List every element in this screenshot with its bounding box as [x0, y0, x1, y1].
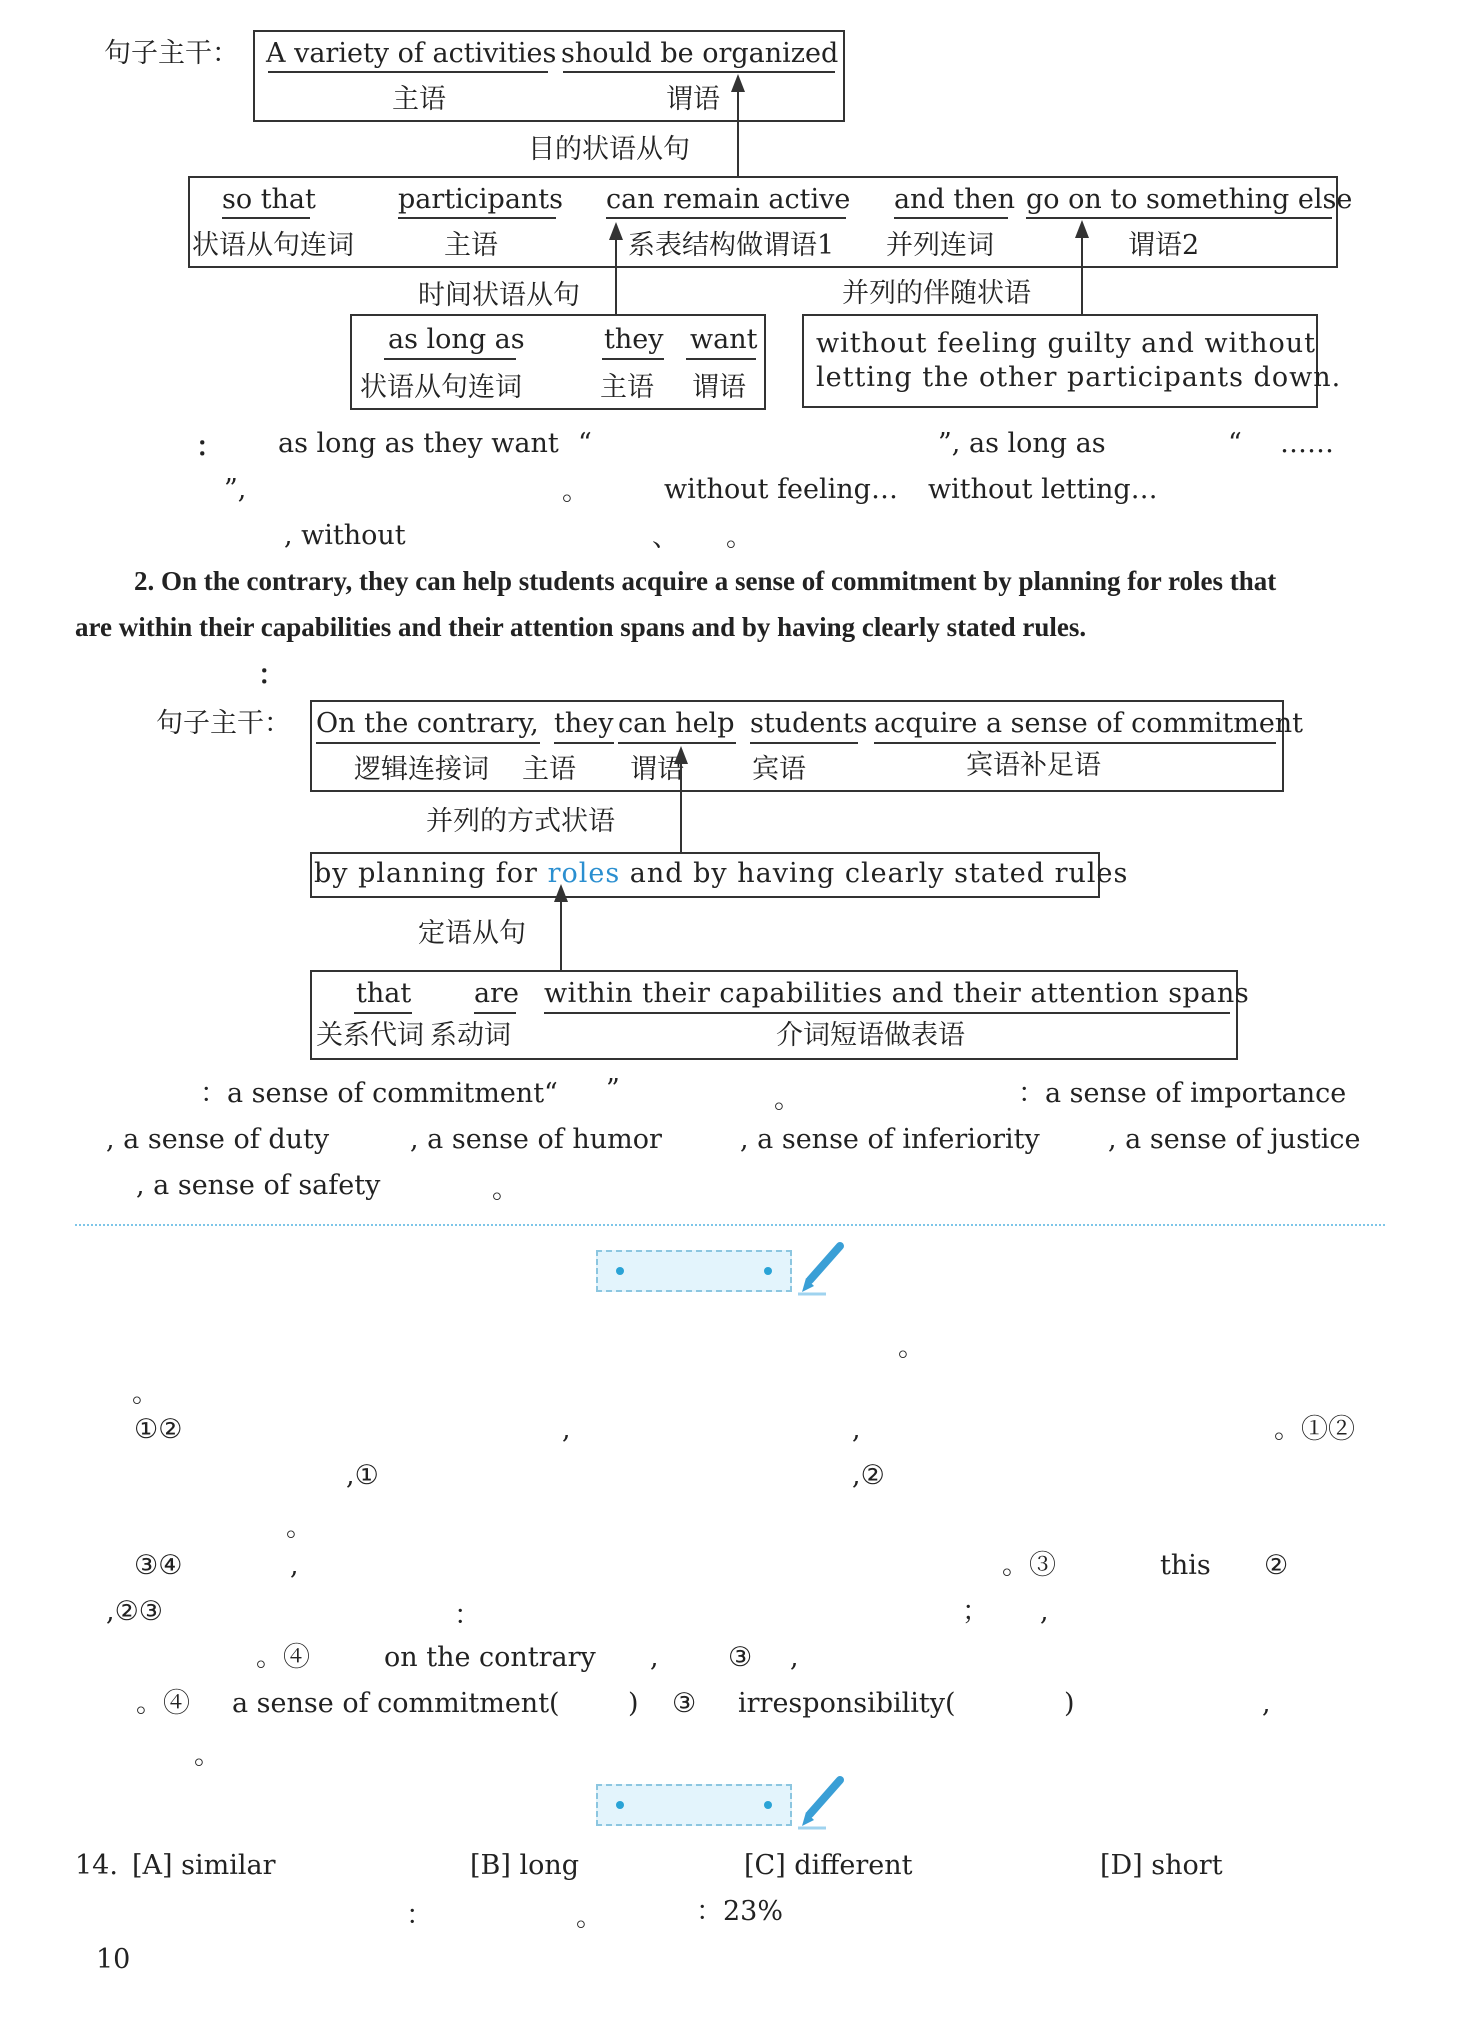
note-text: ”, — [224, 474, 247, 505]
and-then-role: 并列连词 — [886, 230, 994, 261]
note-text: ：a sense of importance — [1018, 1078, 1347, 1109]
pred-can-help: can help — [618, 708, 735, 739]
obj-students: students — [750, 708, 868, 739]
manner-part-1: by planning for — [314, 858, 538, 889]
question-number: 14. — [75, 1850, 118, 1881]
analysis-text: ,②③ — [106, 1596, 163, 1627]
note-text: , a sense of duty — [106, 1124, 330, 1155]
note-text: ：a sense of commitment“ — [200, 1078, 558, 1109]
conj-as-long-as: as long as — [388, 324, 525, 355]
note-text: 。 — [774, 1084, 801, 1115]
note-text: 。 — [726, 522, 753, 553]
obj-role-2: 宾语 — [752, 754, 806, 785]
predicate-2: go on to something else — [1026, 184, 1353, 215]
accomp-line-1: without feeling guilty and without — [816, 328, 1317, 359]
section-divider — [75, 1224, 1385, 1226]
manner-label: 并列的方式状语 — [426, 806, 615, 837]
analysis-text: 。④ — [256, 1642, 310, 1673]
subj-they: they — [604, 324, 664, 355]
analysis-text: a sense of commitment( — [232, 1688, 560, 1719]
sentence-2-colon: ： — [258, 660, 285, 690]
verb-want: want — [690, 324, 758, 355]
analysis-text: ② — [1264, 1550, 1289, 1581]
main-clause-label-2: 句子主干： — [156, 708, 291, 739]
link-are: are — [474, 978, 519, 1009]
connector-text: On the contrary, — [316, 708, 539, 739]
option-b[interactable]: [B] long — [470, 1850, 580, 1881]
predicate-1: can remain active — [606, 184, 851, 215]
subject-participants: participants — [398, 184, 564, 215]
page-number: 10 — [96, 1944, 131, 1975]
analysis-text: ,② — [852, 1460, 885, 1491]
subj-they-2: they — [554, 708, 614, 739]
comp-role-2: 宾语补足语 — [966, 750, 1101, 781]
analysis-text: ； — [962, 1596, 989, 1627]
analysis-text: ①② — [134, 1414, 183, 1445]
analysis-text: , — [290, 1550, 299, 1581]
note-text: 。 — [562, 476, 589, 507]
note-text: ： — [196, 432, 223, 462]
accomp-line-2: letting the other participants down. — [816, 362, 1342, 393]
time-conj-role: 状语从句连词 — [360, 372, 522, 403]
analysis-text: 。 — [194, 1740, 221, 1771]
note-text: “ — [578, 428, 592, 459]
conj-role: 状语从句连词 — [192, 230, 354, 261]
analysis-text: irresponsibility( — [738, 1688, 956, 1719]
analysis-text: , — [1262, 1688, 1271, 1719]
predicate-text: should be organized — [561, 38, 839, 69]
note-text: “ — [1228, 428, 1242, 459]
analysis-text: 。③ — [1002, 1550, 1056, 1581]
pred1-role: 系表结构做谓语1 — [628, 230, 835, 261]
question-note: ： — [406, 1900, 433, 1931]
section-tag-2 — [596, 1784, 792, 1826]
subj-role: 主语 — [444, 230, 498, 261]
analysis-text: , — [790, 1642, 799, 1673]
note-text: , a sense of safety — [136, 1170, 381, 1201]
manner-text — [314, 860, 1128, 887]
predicate-role: 谓语 — [666, 84, 720, 115]
note-text: …… — [1280, 428, 1334, 459]
question-note: ：23% — [696, 1896, 784, 1927]
analysis-text: on the contrary — [384, 1642, 596, 1673]
rel-role: 关系代词 — [316, 1020, 424, 1051]
note-text: 。 — [492, 1174, 519, 1205]
and-then: and then — [894, 184, 1015, 215]
sentence-2-line-1: 2. On the contrary, they can help students acquire a sense of commitment by planning for roles that — [134, 566, 1277, 596]
note-text: , without — [284, 520, 406, 551]
link-role: 系动词 — [430, 1020, 511, 1051]
note-text: as long as they want — [278, 428, 559, 459]
note-text: ” — [606, 1074, 620, 1105]
manner-part-2: and by having clearly stated rules — [629, 858, 1129, 889]
attr-predicate: within their capabilities and their attention spans — [544, 978, 1250, 1009]
analysis-text: 。 — [132, 1378, 159, 1409]
pred2-role: 谓语2 — [1128, 230, 1200, 261]
time-clause-label: 时间状语从句 — [418, 280, 580, 311]
connector-role: 逻辑连接词 — [354, 754, 489, 785]
note-text: , a sense of humor — [410, 1124, 662, 1155]
note-text: without letting… — [928, 474, 1158, 505]
subject-text: A variety of activities — [266, 38, 557, 69]
analysis-text: , — [1040, 1596, 1049, 1627]
rel-that: that — [356, 978, 412, 1009]
time-subj-role: 主语 — [600, 372, 654, 403]
analysis-text: ③ — [672, 1688, 697, 1719]
analysis-text: 。④ — [136, 1688, 190, 1719]
analysis-text: , — [650, 1642, 659, 1673]
main-clause-label: 句子主干： — [104, 38, 239, 69]
subject-role: 主语 — [392, 84, 446, 115]
note-text: 、 — [652, 522, 679, 553]
option-a[interactable]: [A] similar — [132, 1850, 276, 1881]
analysis-text: 。①② — [1274, 1414, 1355, 1445]
note-text: ”, as long as — [938, 428, 1106, 459]
attr-pred-role: 介词短语做表语 — [776, 1020, 965, 1051]
conj-so-that: so that — [222, 184, 316, 215]
sentence-2-line-2: are within their capabilities and their attention spans and by having clearly stated rules. — [75, 612, 1087, 642]
analysis-text: ③④ — [134, 1550, 183, 1581]
accomp-label: 并列的伴随状语 — [842, 278, 1031, 309]
option-d[interactable]: [D] short — [1100, 1850, 1223, 1881]
analysis-text: ： — [454, 1600, 481, 1631]
option-c[interactable]: [C] different — [744, 1850, 913, 1881]
pen-icon — [796, 1240, 846, 1296]
manner-roles-highlight: roles — [547, 858, 621, 889]
section-tag-1 — [596, 1250, 792, 1292]
comp-text: acquire a sense of commitment — [874, 708, 1304, 739]
note-text: without feeling… — [664, 474, 898, 505]
analysis-text: ③ — [728, 1642, 753, 1673]
attr-label: 定语从句 — [418, 918, 526, 949]
pred-role-2: 谓语 — [630, 754, 684, 785]
pen-icon — [796, 1774, 846, 1830]
connector-line — [737, 90, 739, 176]
note-text: , a sense of justice — [1108, 1124, 1361, 1155]
analysis-text: this — [1160, 1550, 1211, 1581]
analysis-text: ,① — [346, 1460, 379, 1491]
note-text: , a sense of inferiority — [740, 1124, 1040, 1155]
analysis-text: , — [562, 1414, 571, 1445]
analysis-text: 。 — [898, 1332, 925, 1363]
analysis-text: , — [852, 1414, 861, 1445]
subj-role-2: 主语 — [522, 754, 576, 785]
question-note: 。 — [576, 1902, 603, 1933]
purpose-clause-label: 目的状语从句 — [528, 134, 690, 165]
analysis-text: ) — [628, 1688, 639, 1719]
analysis-text: ) — [1064, 1688, 1075, 1719]
time-verb-role: 谓语 — [692, 372, 746, 403]
analysis-text: 。 — [286, 1512, 313, 1543]
